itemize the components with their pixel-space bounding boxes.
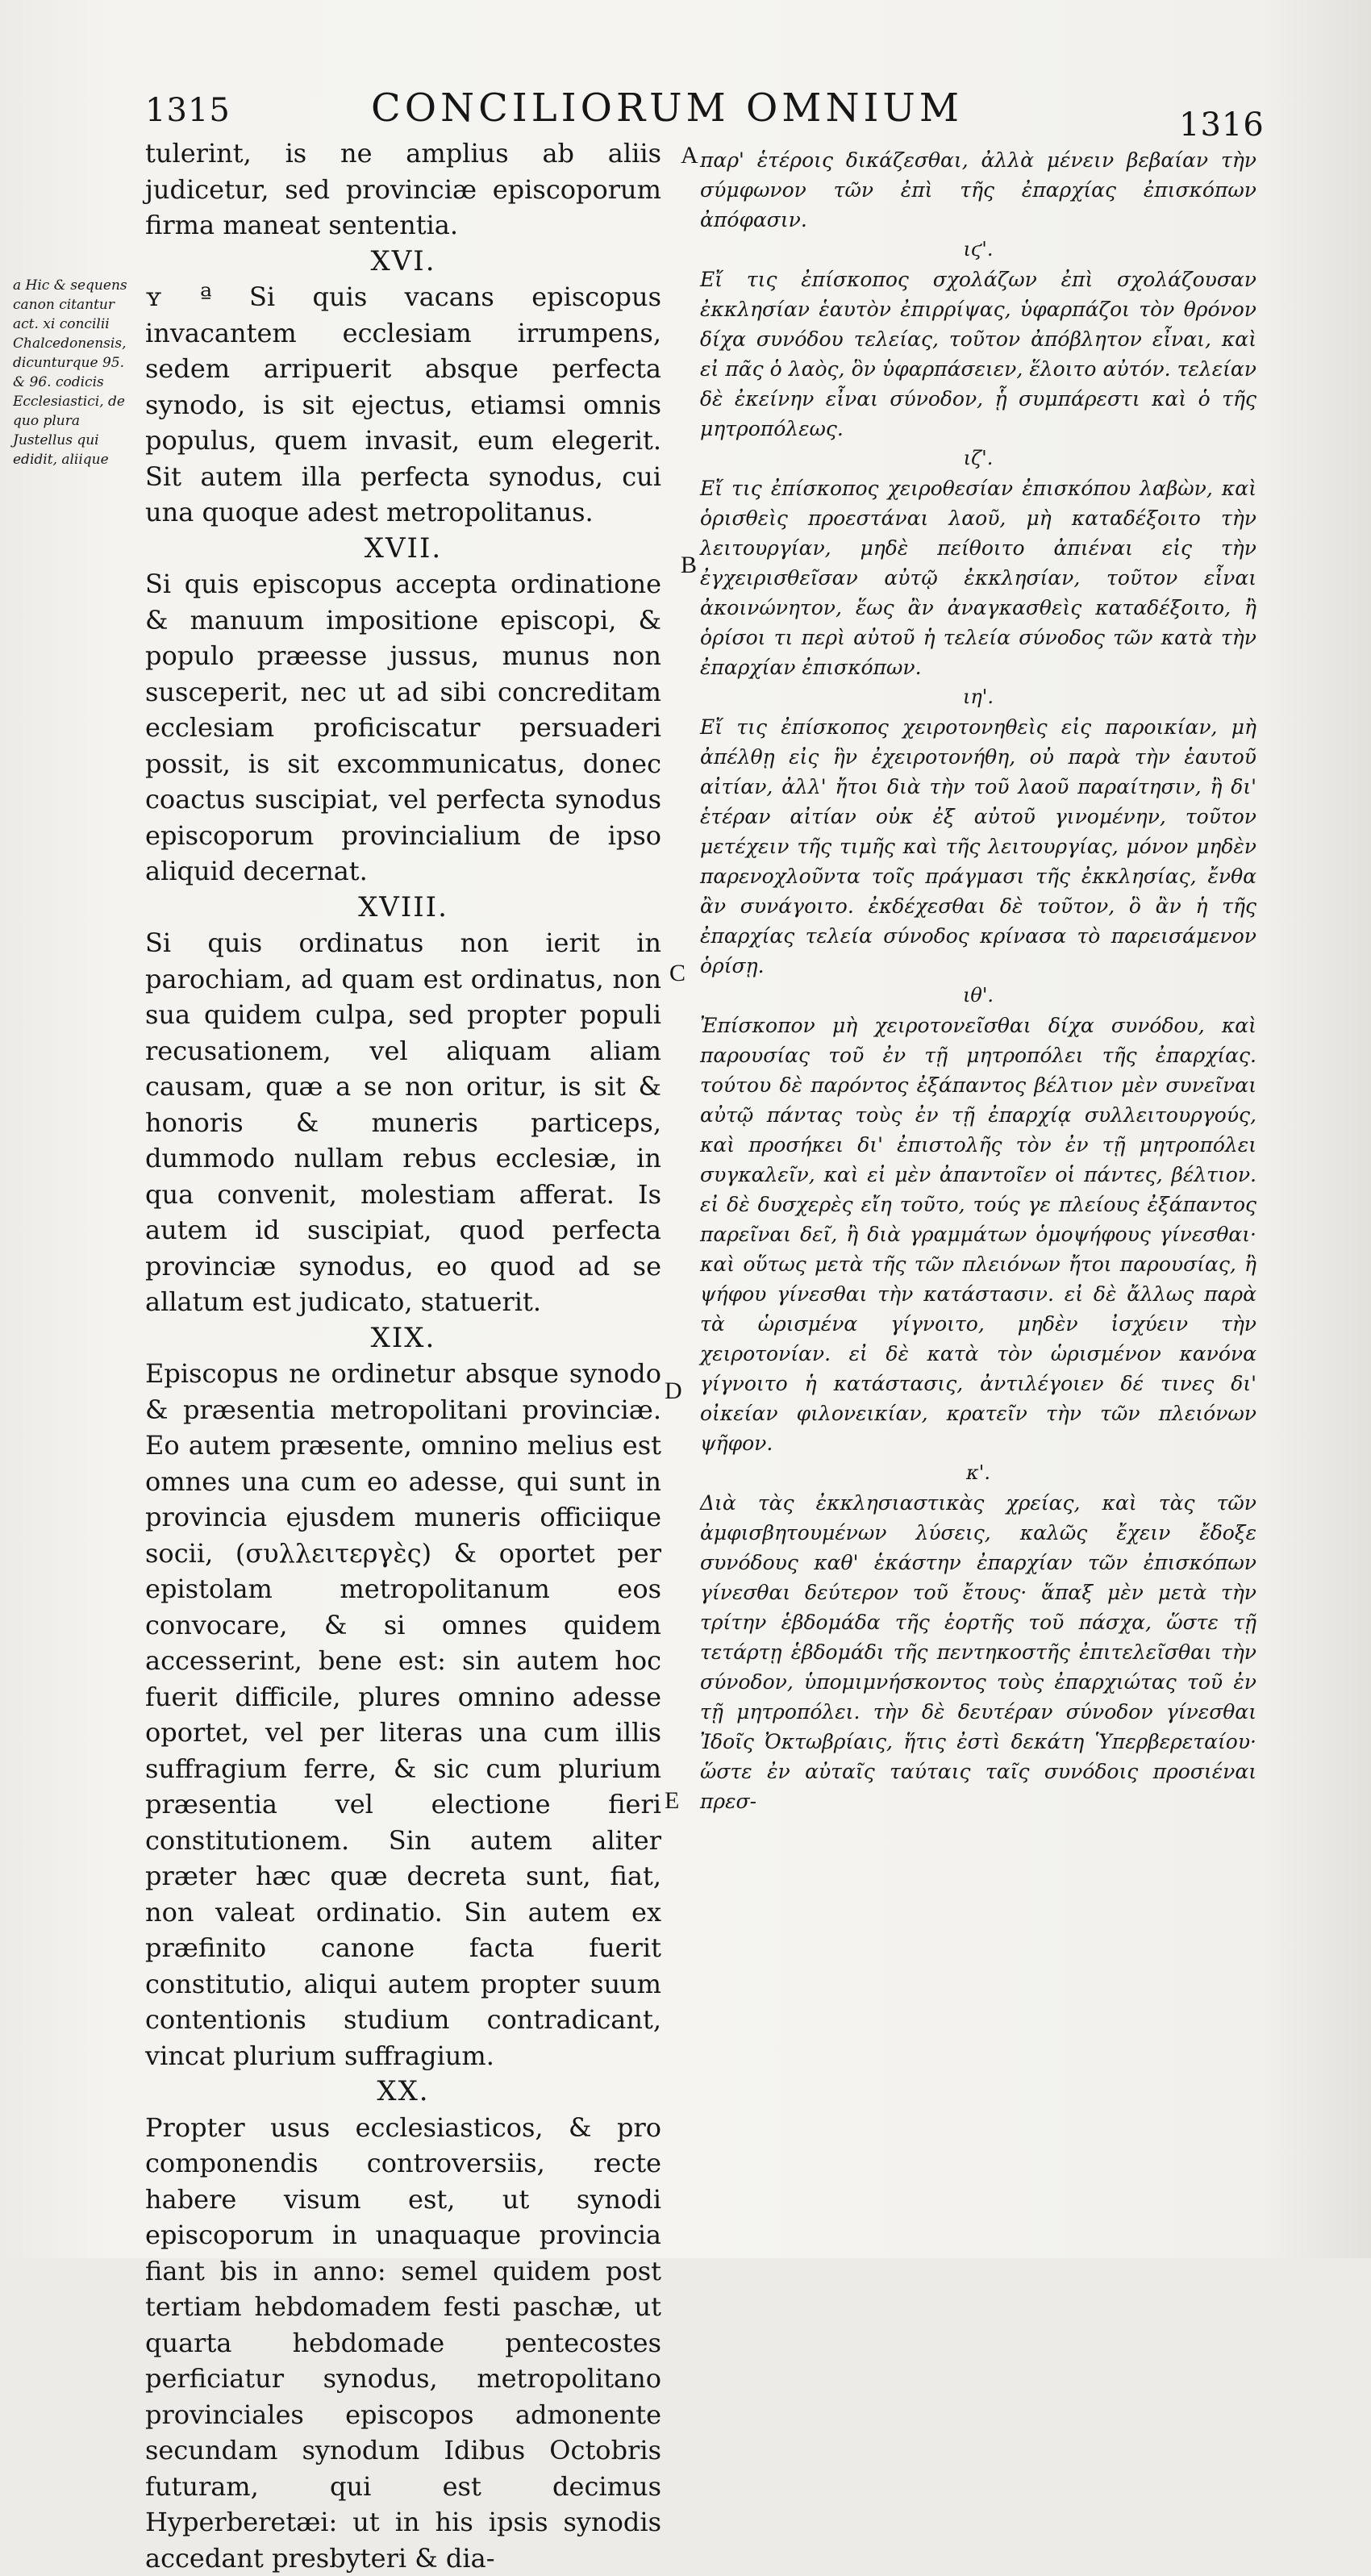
canon-heading: XIX. [145,1320,661,1357]
canon-heading: ιϛ'. [700,235,1256,265]
latin-paragraph: Episcopus ne ordinetur absque synodo & præsentia metropolitani provinciæ. Eo autem præsente, omnino melius est omnes una cum eo adesse, qui sunt in provincia ejusdem muneris officiique socii, (συλλειτεργὲς) & oportet per epistolam metropolitanum eos convocare, & si omnes quidem accesserint, bene est: sin autem hoc fuerit difficile, plures omnino adesse oportet, vel per literas una cum illis suffragium ferre, & sic cum plurium præsentia vel electione fieri constitutionem. Sin autem aliter præter hæc quæ decreta sunt, fiat, non valeat ordinatio. Sin autem ex præfinito canone facta fuerit constitutio, aliqui autem propter suum contentionis studium contradicant, vincat plurium suffragium. [145,1356,661,2074]
greek-column [700,145,1256,1816]
latin-paragraph: Propter usus ecclesiasticos, & pro componendis controversiis, recte habere visum est, ut synodi episcoporum in unaquaque provincia fiant bis in anno: semel quidem post tertiam hebdomadem festi paschæ, ut quarta hebdomade pentecostes perficiatur synodus, metropolitano provinciales episcopos admonente secundam synodum Idibus Octobris futuram, qui est decimus Hyperberetæi: ut in his ipsis synodis accedant presbyteri & dia- [145,2110,661,2576]
canon-heading: ιζ'. [700,444,1256,473]
latin-paragraph: tulerint, is ne amplius ab aliis judicetur, sed provinciæ episcoporum firma maneat sententia. [145,135,661,244]
greek-paragraph: Εἴ τις ἐπίσκοπος χειροτονηθεὶς εἰς παροικίαν, μὴ ἀπέλθῃ εἰς ἣν ἐχειροτονήθη, οὐ παρὰ τὴν ἑαυτοῦ αἰτίαν, ἀλλ' ἤτοι διὰ τὴν τοῦ λαοῦ παραίτησιν, ἢ δι' ἑτέραν αἰτίαν οὐκ ἐξ αὐτοῦ γινομένην, τοῦτον μετέχειν τῆς τιμῆς καὶ τῆς λειτουργίας, μόνον μηδὲν παρενοχλοῦντα τοῖς πράγμασι τῆς ἐκκλησίας, ἔνθα ἂν συνάγοιτο. ἐκδέχεσθαι δὲ τοῦτον, ὃ ἂν ἡ τῆς ἐπαρχίας τελεία σύνοδος κρίνασα τὸ παρεισάμενον ὁρίσῃ. [700,712,1256,981]
running-title: CONCILIORUM OMNIUM [371,85,963,131]
greek-paragraph: Εἴ τις ἐπίσκοπος σχολάζων ἐπὶ σχολάζουσαν ἐκκλησίαν ἑαυτὸν ἐπιρρίψας, ὑφαρπάζοι τὸν θρόνον δίχα συνόδου τελείας, τοῦτον ἀπόβλητον εἶναι, καὶ εἰ πᾶς ὁ λαὸς, ὃν ὑφαρπάσειεν, ἕλοιτο αὐτόν. τελείαν δὲ ἐκείνην εἶναι σύνοδον, ᾗ συμπάρεστι καὶ ὁ τῆς μητροπόλεως. [700,265,1256,444]
canon-heading: ιη'. [700,682,1256,712]
greek-paragraph: Ἐπίσκοπον μὴ χειροτονεῖσθαι δίχα συνόδου, καὶ παρουσίας τοῦ ἐν τῇ μητροπόλει τῆς ἐπαρχίας. τούτου δὲ παρόντος ἐξάπαντος βέλτιον μὲν συνεῖναι αὐτῷ πάντας τοὺς ἐν τῇ ἐπαρχίᾳ συλλειτουργούς, καὶ προσήκει δι' ἐπιστολῆς τὸν ἐν τῇ μητροπόλει συγκαλεῖν, καὶ εἰ μὲν ἀπαντοῖεν οἱ πάντες, βέλτιον. εἰ δὲ δυσχερὲς εἴη τοῦτο, τούς γε πλείους ἐξάπαντος παρεῖναι δεῖ, ἢ διὰ γραμμάτων ὁμοψήφους γίνεσθαι· καὶ οὕτως μετὰ τῆς τῶν πλειόνων ἤτοι παρουσίας, ἢ ψήφου γίνεσθαι τὴν κατάστασιν. εἰ δὲ ἄλλως παρὰ τὰ ὡρισμένα γίγνοιτο, μηδὲν ἰσχύειν τὴν χειροτονίαν. εἰ δὲ κατὰ τὸν ὡρισμένον κανόνα γίγνοιτο ἡ κατάστασις, ἀντιλέγοιεν δέ τινες δι' οἰκείαν φιλονεικίαν, κρατεῖν τὴν τῶν πλειόνων ψῆφον. [700,1011,1256,1458]
greek-paragraph: Διὰ τὰς ἐκκλησιαστικὰς χρείας, καὶ τὰς τῶν ἀμφισβητουμένων λύσεις, καλῶς ἔχειν ἔδοξε συνόδους καθ' ἑκάστην ἐπαρχίαν τῶν ἐπισκόπων γίνεσθαι δεύτερον τοῦ ἔτους· ἅπαξ μὲν μετὰ τὴν τρίτην ἑβδομάδα τῆς ἑορτῆς τοῦ πάσχα, ὥστε τῇ τετάρτῃ ἑβδομάδι τῆς πεντηκοστῆς ἐπιτελεῖσθαι τὴν σύνοδον, ὑπομιμνήσκοντος τοὺς ἐπαρχιώτας τοῦ ἐν τῇ μητροπόλει. τὴν δὲ δευτέραν σύνοδον γίνεσθαι Ἰδοῖς Ὀκτωβρίαις, ἥτις ἐστὶ δεκάτη Ὑπερβερεταίου· ὥστε ἐν αὐταῖς ταύταις ταῖς συνόδοις προσιέναι πρεσ- [700,1488,1256,1816]
latin-paragraph: Si quis ordinatus non ierit in parochiam, ad quam est ordinatus, non sua quidem culpa, sed propter populi recusationem, vel aliquam aliam causam, quæ a se non oritur, is sit & honoris & muneris particeps, dummodo nullam rebus ecclesiæ, in qua convenit, molestiam afferat. Is autem id suscipiat, quod perfecta provinciæ synodus, eo quod ad se allatum est judicato, statuerit. [145,925,661,1320]
canon-heading: XVIII. [145,890,661,926]
greek-paragraph: παρ' ἑτέροις δικάζεσθαι, ἀλλὰ μένειν βεβαίαν τὴν σύμφωνον τῶν ἐπὶ τῆς ἐπαρχίας ἐπισκόπων ἀπόφασιν. [700,145,1256,235]
canon-heading: ιθ'. [700,981,1256,1011]
section-mark-d: D [665,1378,682,1405]
canon-heading: XX. [145,2074,661,2110]
latin-column [145,135,661,2576]
canon-heading: XVI. [145,244,661,280]
section-mark-a: A [681,142,698,169]
latin-paragraph: ʏ ª Si quis vacans episcopus invacantem ecclesiam irrumpens, sedem arripuerit absque perfecta synodo, is sit ejectus, etiamsi omnis populus, quem invasit, eum elegerit. Sit autem illa perfecta synodus, cui una quoque adest metropolitanus. [145,279,661,531]
margin-note: a Hic & sequens canon citantur act. xi concilii Chalcedonensis, dicunturque 95. & 96. codicis Ecclesiastici, de quo plura Justellus qui edidit, aliique [13,276,135,469]
greek-paragraph: Εἴ τις ἐπίσκοπος χειροθεσίαν ἐπισκόπου λαβὼν, καὶ ὁρισθεὶς προεστάναι λαοῦ, μὴ καταδέξοιτο τὴν λειτουργίαν, μηδὲ πείθοιτο ἀπιέναι εἰς τὴν ἐγχειρισθεῖσαν αὐτῷ ἐκκλησίαν, τοῦτον εἶναι ἀκοινώνητον, ἕως ἂν ἀναγκασθεὶς καταδέξοιτο, ἢ ὁρίσοι τι περὶ αὐτοῦ ἡ τελεία σύνοδος τῶν κατὰ τὴν ἐπαρχίαν ἐπισκόπων. [700,473,1256,682]
canon-heading: XVII. [145,531,661,567]
canon-heading: κ'. [700,1458,1256,1488]
page-number-left: 1315 [145,92,231,129]
section-mark-b: B [681,552,697,579]
page-number-right: 1316 [1179,106,1265,144]
section-mark-c: C [669,960,686,987]
section-mark-e: E [665,1787,679,1815]
latin-paragraph: Si quis episcopus accepta ordinatione & manuum impositione episcopi, & populo præesse jussus, munus non susceperit, nec ut ad sibi concreditam ecclesiam proficiscatur persuaderi possit, is sit excommunicatus, donec coactus suscipiat, vel perfecta synodus episcoporum provincialium de ipso aliquid decernat. [145,566,661,890]
